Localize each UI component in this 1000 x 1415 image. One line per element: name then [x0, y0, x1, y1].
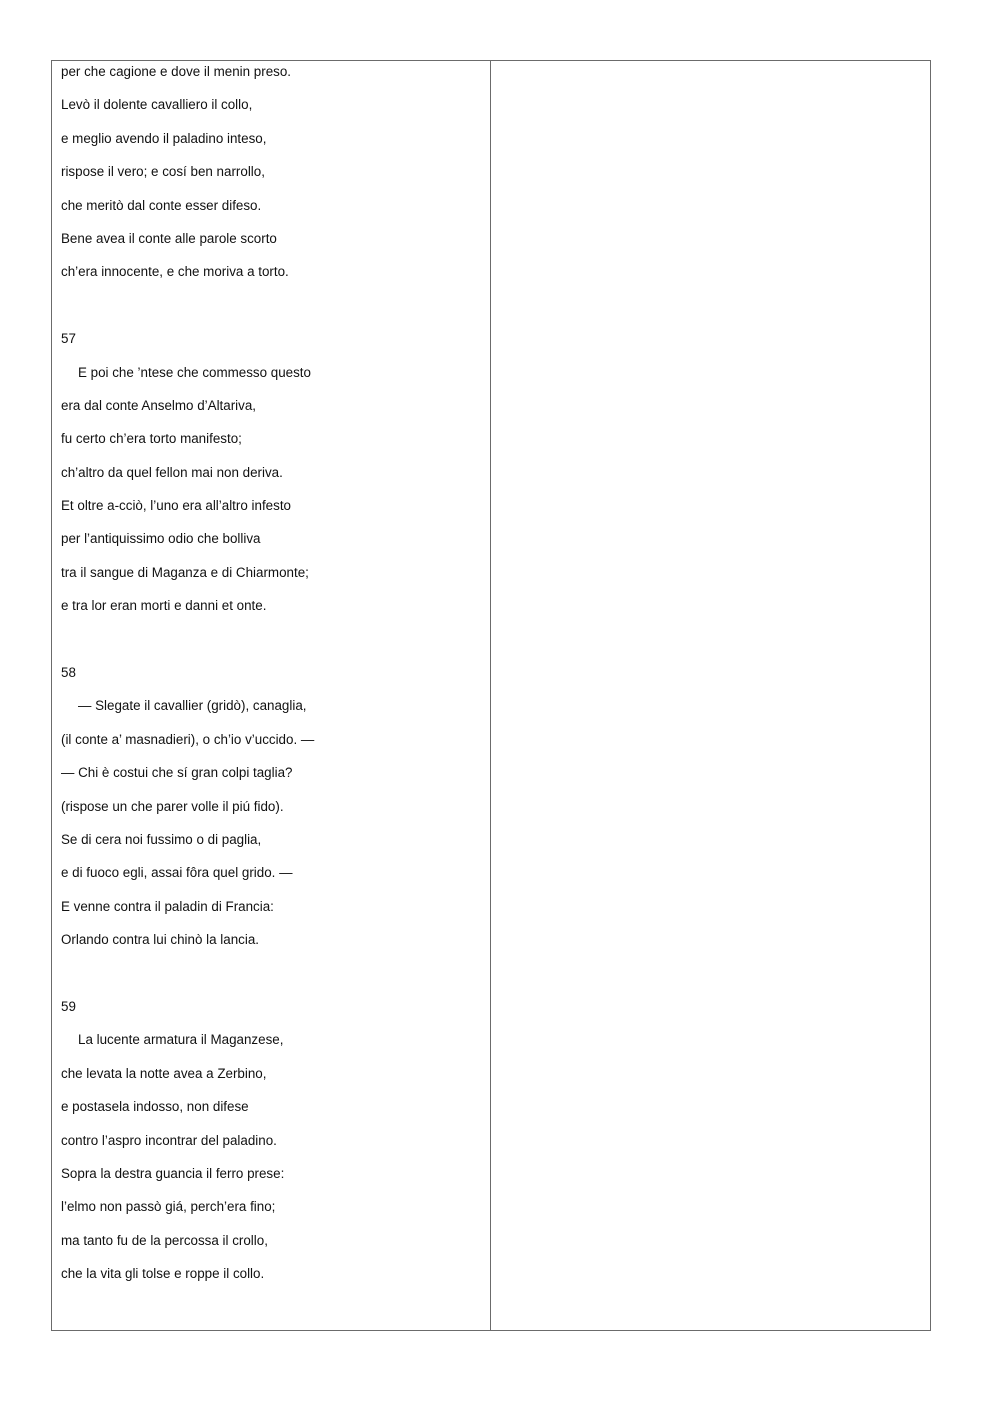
- verse-line: e di fuoco egli, assai fôra quel grido. —: [61, 865, 293, 881]
- verse-line: (rispose un che parer volle il piú fido).: [61, 798, 284, 814]
- stanza-number: 57: [61, 331, 76, 347]
- verse-line: che la vita gli tolse e roppe il collo.: [61, 1266, 265, 1282]
- verse-line: ch’altro da quel fellon mai non deriva.: [61, 464, 283, 480]
- verse-line: E venne contra il paladin di Francia:: [61, 898, 274, 914]
- verse-line: Levò il dolente cavalliero il collo,: [61, 97, 253, 113]
- verse-line: Sopra la destra guancia il ferro prese:: [61, 1165, 285, 1181]
- verse-line: contro l’aspro incontrar del paladino.: [61, 1132, 277, 1148]
- verse-line: Bene avea il conte alle parole scorto: [61, 230, 277, 246]
- stanza-number: 58: [61, 665, 76, 681]
- original-text-column: [52, 61, 491, 1330]
- text-table: [51, 60, 931, 1331]
- verse-line: tra il sangue di Maganza e di Chiarmonte;: [61, 564, 309, 580]
- verse-line: Se di cera noi fussimo o di paglia,: [61, 831, 262, 847]
- stanza-gap: [61, 295, 484, 328]
- stanza-57: [61, 328, 484, 629]
- stanza-gap: [61, 629, 484, 662]
- stanza-number: 59: [61, 998, 76, 1014]
- verse-line: — Chi è costui che sí gran colpi taglia?: [61, 765, 293, 781]
- verse-line: E poi che ’ntese che commesso questo: [78, 364, 311, 380]
- verse-line: rispose il vero; e cosí ben narrollo,: [61, 164, 265, 180]
- verse-line: e meglio avendo il paladino inteso,: [61, 130, 267, 146]
- verse-line: Et oltre a-cciò, l’uno era all’altro infesto: [61, 498, 291, 514]
- stanza-56-tail: [61, 61, 484, 295]
- verse-line: e tra lor eran morti e danni et onte.: [61, 598, 267, 614]
- verse-line: — Slegate il cavallier (gridò), canaglia,: [78, 698, 307, 714]
- stanza-gap: [61, 963, 484, 996]
- verse-line: l’elmo non passò giá, perch’era fino;: [61, 1199, 276, 1215]
- verse-line: per l’antiquissimo odio che bolliva: [61, 531, 261, 547]
- empty-right-column: [491, 61, 930, 1330]
- verse-line: che meritò dal conte esser difeso.: [61, 197, 262, 213]
- verse-line: che levata la notte avea a Zerbino,: [61, 1065, 267, 1081]
- verse-line: ch’era innocente, e che moriva a torto.: [61, 264, 289, 280]
- verse-line: ma tanto fu de la percossa il crollo,: [61, 1232, 268, 1248]
- verse-line: Orlando contra lui chinò la lancia.: [61, 932, 259, 948]
- verse-line: fu certo ch’era torto manifesto;: [61, 431, 242, 447]
- stanza-58: [61, 662, 484, 963]
- stanza-59: [61, 996, 484, 1297]
- verse-line: La lucente armatura il Maganzese,: [78, 1032, 284, 1048]
- verse-line: e postasela indosso, non difese: [61, 1099, 249, 1115]
- verse-line: era dal conte Anselmo d’Altariva,: [61, 397, 257, 413]
- poem-text: [61, 61, 484, 1296]
- verse-line: per che cagione e dove il menin preso.: [61, 64, 292, 79]
- verse-line: (il conte a’ masnadieri), o ch’io v’uccido. —: [61, 731, 315, 747]
